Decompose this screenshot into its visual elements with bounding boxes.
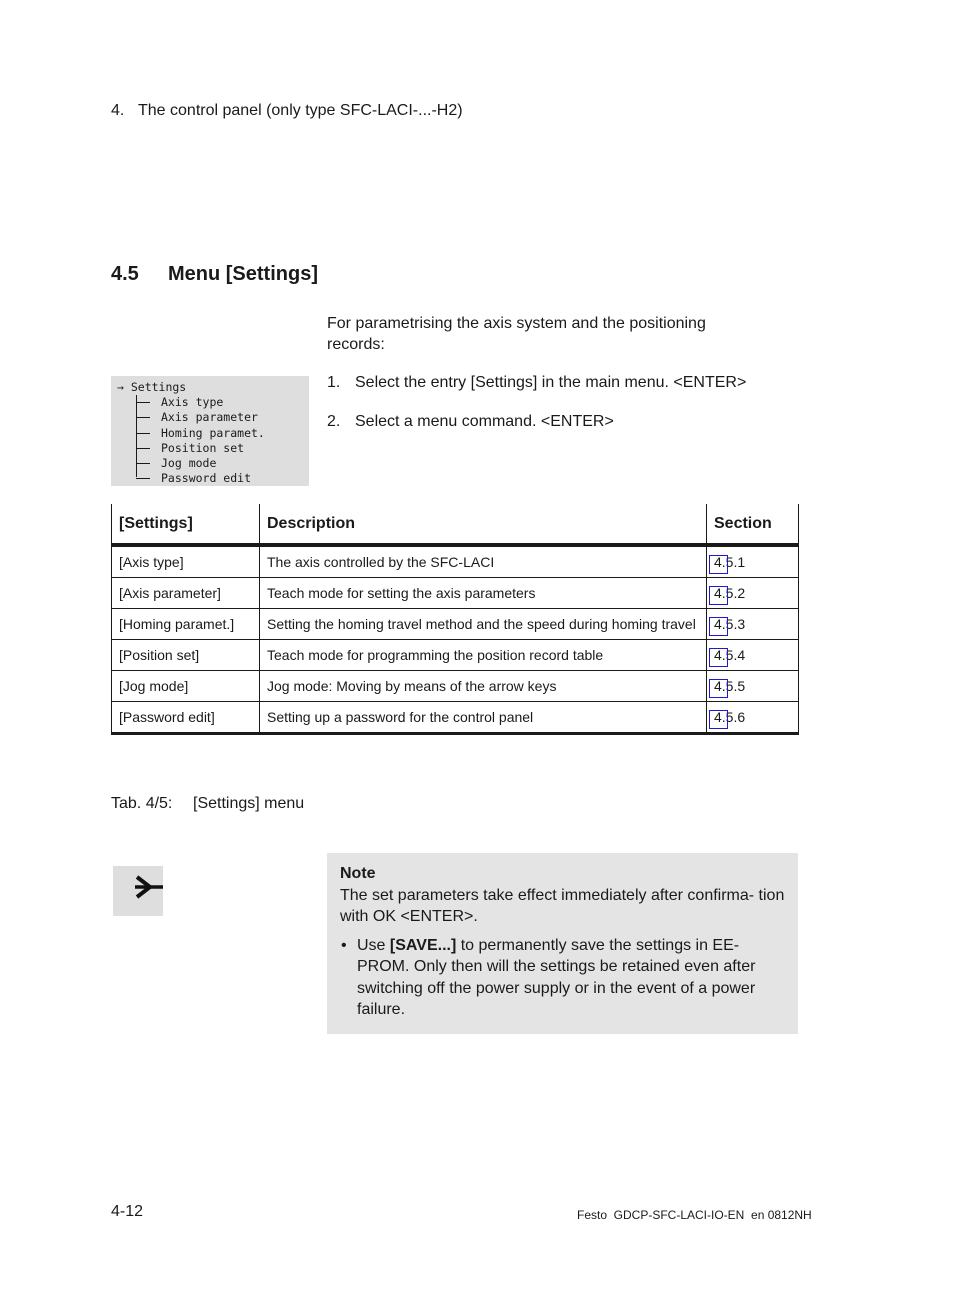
table-header-row bbox=[112, 504, 799, 545]
section-link[interactable]: 4.5.3 bbox=[707, 609, 799, 640]
link-box bbox=[709, 555, 728, 574]
link-box bbox=[709, 710, 728, 729]
chapter-number: 4. bbox=[111, 102, 125, 119]
cell-setting: [Jog mode] bbox=[112, 671, 260, 702]
menu-root: → Settings bbox=[117, 380, 187, 394]
link-box bbox=[709, 679, 728, 698]
section-link[interactable]: 4.5.2 bbox=[707, 578, 799, 609]
header-section: Section bbox=[707, 504, 799, 545]
link-box bbox=[709, 648, 728, 667]
bullet-prefix: Use bbox=[357, 936, 386, 954]
step-text: Select the entry [Settings] in the main menu. <ENTER> bbox=[355, 374, 747, 391]
section-link[interactable]: 4.5.1 bbox=[707, 545, 799, 578]
section-link[interactable]: 4.5.5 bbox=[707, 671, 799, 702]
table-row bbox=[112, 545, 799, 578]
settings-table bbox=[111, 504, 799, 735]
table-row bbox=[112, 640, 799, 671]
step-text: Select a menu command. <ENTER> bbox=[355, 413, 614, 430]
step-number: 2. bbox=[327, 413, 341, 430]
table-row bbox=[112, 702, 799, 734]
step-item bbox=[327, 372, 787, 393]
cell-setting: [Homing paramet.] bbox=[112, 609, 260, 640]
bullet-rest: to permanently save the settings in EE- PROM. Only then will the settings be retained even after switching off the power supply or in the event of a power failure. bbox=[357, 936, 756, 1018]
table-row bbox=[112, 578, 799, 609]
header-description: Description bbox=[260, 504, 707, 545]
cell-description: The axis controlled by the SFC-LACI bbox=[260, 545, 707, 578]
menu-display-panel bbox=[111, 376, 309, 486]
menu-item: Axis type bbox=[136, 395, 265, 410]
bullet-icon: • bbox=[341, 936, 347, 954]
menu-item: Homing paramet. bbox=[136, 426, 265, 441]
step-item bbox=[327, 411, 787, 432]
menu-tree bbox=[136, 395, 265, 487]
section-link[interactable]: 4.5.4 bbox=[707, 640, 799, 671]
cell-description: Jog mode: Moving by means of the arrow keys bbox=[260, 671, 707, 702]
bullet-strong: [SAVE...] bbox=[389, 936, 457, 954]
header-settings: [Settings] bbox=[112, 504, 260, 545]
cell-setting: [Password edit] bbox=[112, 702, 260, 734]
cell-description: Setting the homing travel method and the speed during homing travel bbox=[260, 609, 707, 640]
step-number: 1. bbox=[327, 374, 341, 391]
menu-item: Jog mode bbox=[136, 456, 265, 471]
link-box bbox=[709, 586, 728, 605]
cell-description: Setting up a password for the control panel bbox=[260, 702, 707, 734]
cell-setting: [Axis parameter] bbox=[112, 578, 260, 609]
note-bullet bbox=[340, 935, 790, 1021]
cell-setting: [Position set] bbox=[112, 640, 260, 671]
chapter-title: The control panel (only type SFC-LACI-...-H2) bbox=[138, 102, 463, 119]
page-number: 4-12 bbox=[111, 1203, 144, 1220]
note-text: The set parameters take effect immediately after confirma- tion with OK <ENTER>. bbox=[340, 886, 785, 925]
note-box bbox=[327, 853, 798, 1034]
section-link[interactable]: 4.5.6 bbox=[707, 702, 799, 734]
section-title: Menu [Settings] bbox=[168, 263, 318, 285]
cell-setting: [Axis type] bbox=[112, 545, 260, 578]
footer-document-id: Festo GDCP-SFC-LACI-IO-EN en 0812NH bbox=[577, 1208, 812, 1222]
step-list bbox=[327, 372, 787, 450]
chapter-heading bbox=[111, 102, 463, 120]
table-row bbox=[112, 671, 799, 702]
table-row bbox=[112, 609, 799, 640]
cell-description: Teach mode for programming the position record table bbox=[260, 640, 707, 671]
menu-item: Position set bbox=[136, 441, 265, 456]
table-caption bbox=[111, 795, 304, 813]
menu-item: Password edit bbox=[136, 471, 265, 486]
menu-item: Axis parameter bbox=[136, 410, 265, 425]
link-box bbox=[709, 617, 728, 636]
section-number: 4.5 bbox=[111, 263, 139, 285]
section-heading bbox=[111, 263, 318, 286]
cell-description: Teach mode for setting the axis parameters bbox=[260, 578, 707, 609]
note-title: Note bbox=[340, 865, 376, 882]
caption-text: [Settings] menu bbox=[193, 795, 305, 812]
arrow-right-icon bbox=[113, 866, 163, 916]
intro-text: For parametrising the axis system and the positioning records: bbox=[327, 315, 706, 353]
caption-label: Tab. 4/5: bbox=[111, 795, 173, 812]
